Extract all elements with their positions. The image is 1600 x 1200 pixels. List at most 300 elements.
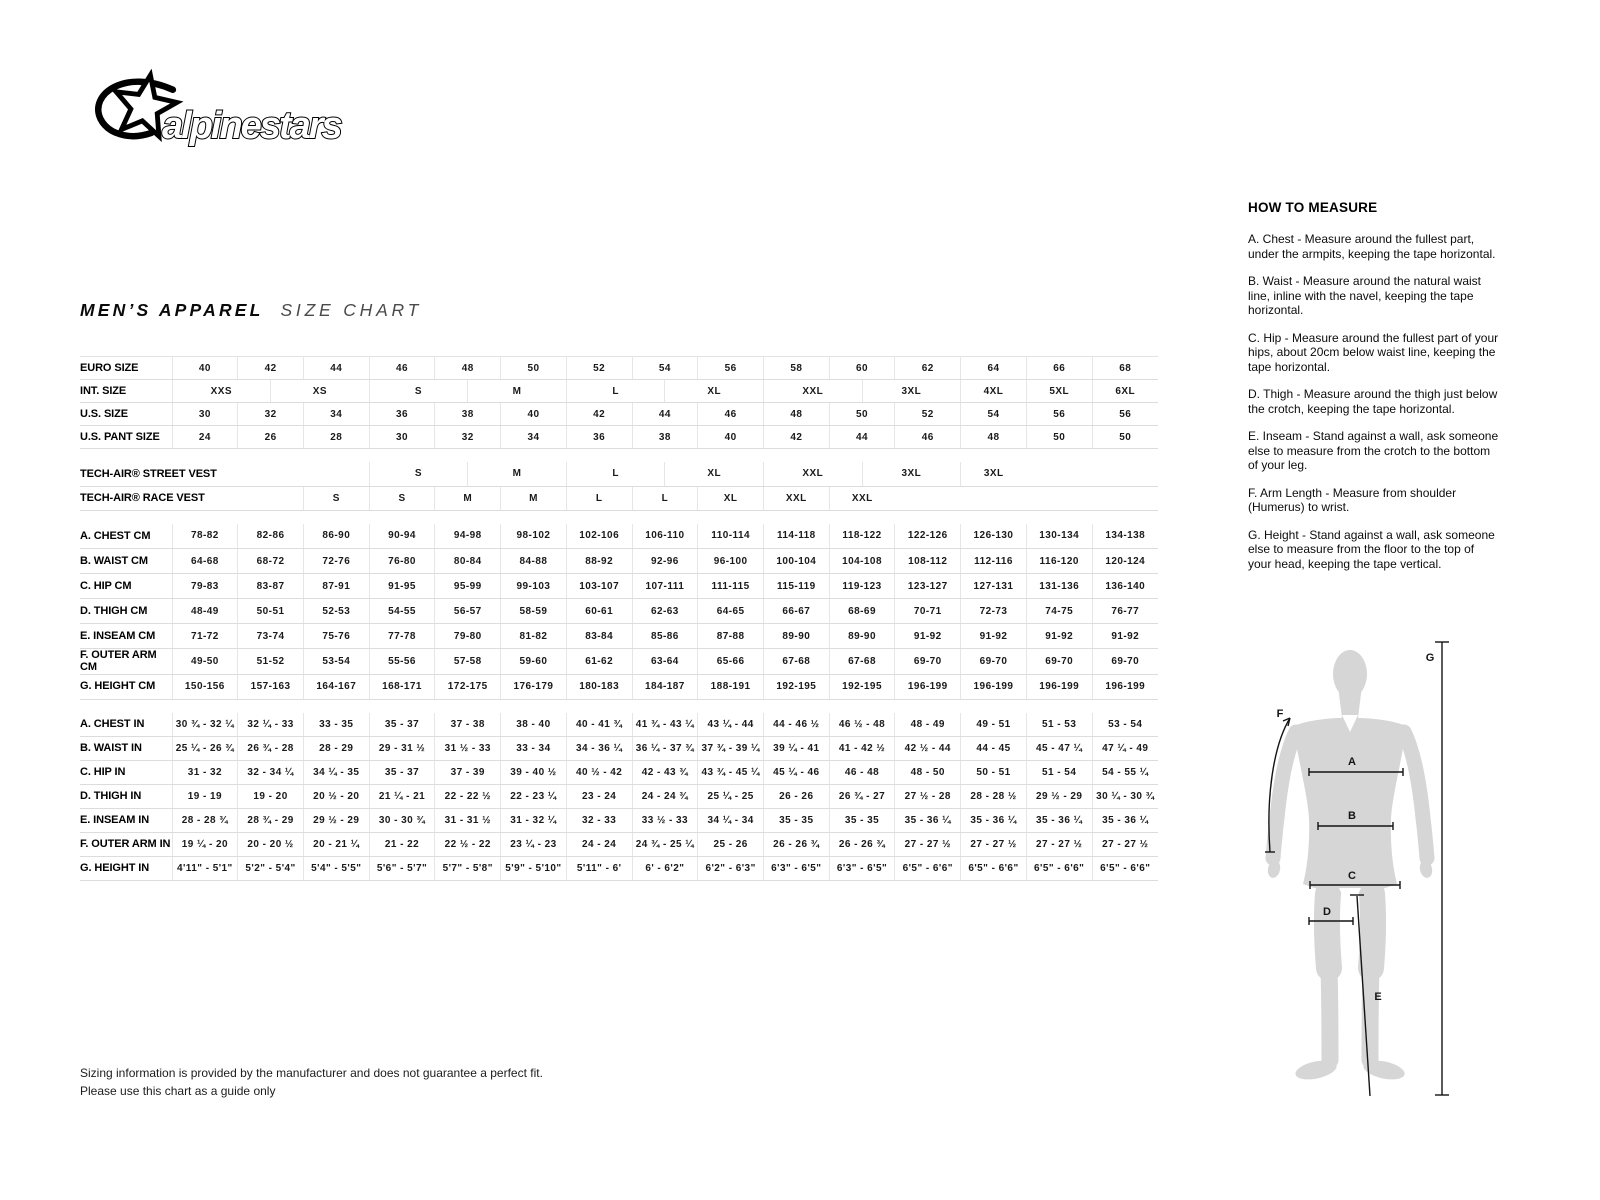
size-cell: 196-199 (1092, 674, 1158, 699)
size-cell: 23 ¼ - 23 (501, 833, 567, 857)
size-cell: 44 (632, 403, 698, 426)
size-cell: 112-116 (961, 549, 1027, 574)
size-cell: 74-75 (1026, 599, 1092, 624)
size-cell: 89-90 (829, 624, 895, 649)
size-cell: 180-183 (566, 674, 632, 699)
size-cell: 58 (763, 357, 829, 380)
size-cell: 58-59 (501, 599, 567, 624)
size-cell: 22 - 23 ¼ (501, 785, 567, 809)
size-cell: 110-114 (698, 524, 764, 549)
size-cell: 3XL (862, 462, 961, 486)
size-cell: 36 ¼ - 37 ¾ (632, 737, 698, 761)
size-cell: 40 - 41 ¾ (566, 713, 632, 737)
size-cell: 48-49 (172, 599, 238, 624)
size-cell: 34 ¼ - 34 (698, 809, 764, 833)
size-cell: 48 - 49 (895, 713, 961, 737)
size-cell: 103-107 (566, 574, 632, 599)
size-cell: 53-54 (303, 649, 369, 675)
disclaimer (80, 1064, 543, 1100)
figure-label-e: E (1374, 991, 1382, 1003)
size-cell: 196-199 (895, 674, 961, 699)
size-cell: 55-56 (369, 649, 435, 675)
size-cell: 44 (303, 357, 369, 380)
row-label: U.S. SIZE (80, 403, 172, 426)
size-cell: 21 ¼ - 21 (369, 785, 435, 809)
size-cell: 30 (172, 403, 238, 426)
size-cell: 87-91 (303, 574, 369, 599)
size-cell: 56 (698, 357, 764, 380)
size-cell: 50 (1026, 426, 1092, 449)
size-table (80, 356, 1158, 881)
size-cell: M (435, 486, 501, 510)
size-cell: 42 ½ - 44 (895, 737, 961, 761)
size-cell: 3XL (862, 380, 961, 403)
size-cell: 33 - 34 (501, 737, 567, 761)
size-cell: 54 (632, 357, 698, 380)
size-cell: 80-84 (435, 549, 501, 574)
size-cell: 91-92 (1026, 624, 1092, 649)
size-cell: 63-64 (632, 649, 698, 675)
size-cell: 65-66 (698, 649, 764, 675)
size-cell: 35 - 37 (369, 713, 435, 737)
logo-wordmark: alpinestars (162, 105, 341, 147)
size-cell: 120-124 (1092, 549, 1158, 574)
size-cell: 27 - 27 ½ (1026, 833, 1092, 857)
size-cell: 72-76 (303, 549, 369, 574)
disclaimer-line-1: Sizing information is provided by the manufacturer and does not guarantee a perfect fit. (80, 1066, 543, 1080)
how-to-measure (1248, 200, 1500, 584)
size-cell: 48 (435, 357, 501, 380)
size-cell: 26 - 26 ¾ (763, 833, 829, 857)
size-cell: 26 ¾ - 28 (238, 737, 304, 761)
size-cell: 56 (1026, 403, 1092, 426)
size-cell: 71-72 (172, 624, 238, 649)
height-measure-line (1435, 642, 1449, 1095)
size-cell: 39 - 40 ½ (501, 761, 567, 785)
size-cell: 27 - 27 ½ (1092, 833, 1158, 857)
size-cell: 98-102 (501, 524, 567, 549)
size-cell: 131-136 (1026, 574, 1092, 599)
size-cell: 50 (829, 403, 895, 426)
size-cell: 22 - 22 ½ (435, 785, 501, 809)
size-cell: 24 - 24 ¾ (632, 785, 698, 809)
size-cell: XL (698, 486, 764, 510)
size-cell: 85-86 (632, 624, 698, 649)
size-cell: 48 (763, 403, 829, 426)
size-cell: 6'5" - 6'6" (1092, 857, 1158, 881)
size-cell: 31 - 32 ¼ (501, 809, 567, 833)
size-cell: 89-90 (763, 624, 829, 649)
size-cell: 35 - 36 ¼ (1092, 809, 1158, 833)
size-cell: 35 - 36 ¼ (895, 809, 961, 833)
size-cell: 73-74 (238, 624, 304, 649)
row-label: C. HIP CM (80, 574, 172, 599)
size-cell: 64 (961, 357, 1027, 380)
size-cell: 29 ½ - 29 (1026, 785, 1092, 809)
size-cell: 192-195 (829, 674, 895, 699)
figure-label-d: D (1323, 906, 1331, 918)
size-cell: 59-60 (501, 649, 567, 675)
size-cell: 69-70 (1026, 649, 1092, 675)
size-cell: 49 - 51 (961, 713, 1027, 737)
size-cell: 32 - 34 ¼ (238, 761, 304, 785)
size-cell: 79-83 (172, 574, 238, 599)
size-cell: 87-88 (698, 624, 764, 649)
size-cell: 6'5" - 6'6" (961, 857, 1027, 881)
size-cell: 40 (501, 403, 567, 426)
size-cell: 50 (501, 357, 567, 380)
size-cell: 37 - 38 (435, 713, 501, 737)
size-cell: 100-104 (763, 549, 829, 574)
size-cell: 24 ¾ - 25 ¼ (632, 833, 698, 857)
size-cell: 45 ¼ - 46 (763, 761, 829, 785)
size-cell: 46 ½ - 48 (829, 713, 895, 737)
size-cell: 176-179 (501, 674, 567, 699)
size-cell: 69-70 (895, 649, 961, 675)
size-cell: 24 (172, 426, 238, 449)
size-cell: 90-94 (369, 524, 435, 549)
size-cell: XXL (763, 380, 862, 403)
size-cell: XXL (829, 486, 895, 510)
size-cell: 35 - 37 (369, 761, 435, 785)
row-label: B. WAIST CM (80, 549, 172, 574)
size-cell: 157-163 (238, 674, 304, 699)
size-cell: 164-167 (303, 674, 369, 699)
size-cell: 91-95 (369, 574, 435, 599)
size-cell: 32 - 33 (566, 809, 632, 833)
size-cell: 32 ¼ - 33 (238, 713, 304, 737)
size-cell: 6'5" - 6'6" (1026, 857, 1092, 881)
size-cell: S (303, 486, 369, 510)
size-cell: 52-53 (303, 599, 369, 624)
size-cell: 48 (961, 426, 1027, 449)
measure-step-hip: C. Hip - Measure around the fullest part of your hips, about 20cm below waist line, keeping the tape horizontal. (1248, 330, 1499, 374)
size-cell: 22 ½ - 22 (435, 833, 501, 857)
size-cell: 79-80 (435, 624, 501, 649)
size-cell: 5'2" - 5'4" (238, 857, 304, 881)
size-cell: 77-78 (369, 624, 435, 649)
size-cell: 35 - 35 (763, 809, 829, 833)
size-cell: 48 - 50 (895, 761, 961, 785)
size-cell: 38 (632, 426, 698, 449)
figure-label-g: G (1425, 652, 1435, 664)
size-cell: 19 - 20 (238, 785, 304, 809)
size-cell: 40 (172, 357, 238, 380)
size-cell: 34 (501, 426, 567, 449)
size-cell: 127-131 (961, 574, 1027, 599)
size-cell: 108-112 (895, 549, 961, 574)
size-cell: XXS (172, 380, 271, 403)
size-cell: L (632, 486, 698, 510)
size-cell: 81-82 (501, 624, 567, 649)
size-cell: 43 ¼ - 44 (698, 713, 764, 737)
size-cell: 111-115 (698, 574, 764, 599)
row-label: F. OUTER ARM CM (80, 649, 172, 675)
size-cell: 49-50 (172, 649, 238, 675)
row-label: C. HIP IN (80, 761, 172, 785)
row-label: G. HEIGHT CM (80, 674, 172, 699)
size-cell: 118-122 (829, 524, 895, 549)
size-cell: 28 - 28 ¾ (172, 809, 238, 833)
size-cell: 76-80 (369, 549, 435, 574)
size-cell: 47 ¼ - 49 (1092, 737, 1158, 761)
size-cell: 40 ½ - 42 (566, 761, 632, 785)
size-cell: 82-86 (238, 524, 304, 549)
size-cell: 46 - 48 (829, 761, 895, 785)
size-cell: L (566, 486, 632, 510)
size-cell: 172-175 (435, 674, 501, 699)
size-cell: 31 ½ - 33 (435, 737, 501, 761)
size-cell: 69-70 (1092, 649, 1158, 675)
figure-label-b: B (1348, 810, 1356, 822)
measure-step-inseam: E. Inseam - Stand against a wall, ask someone else to measure from the crotch to the bottom of your leg. (1248, 429, 1499, 472)
size-cell: 91-92 (895, 624, 961, 649)
size-cell: 6'2" - 6'3" (698, 857, 764, 881)
size-cell: 62 (895, 357, 961, 380)
size-cell: 30 - 30 ¾ (369, 809, 435, 833)
size-cell: 42 (238, 357, 304, 380)
size-cell: 32 (238, 403, 304, 426)
title-primary: MEN’S APPAREL (80, 300, 264, 320)
row-label: TECH-AIR® STREET VEST (80, 462, 172, 486)
size-cell: 38 (435, 403, 501, 426)
size-cell: 104-108 (829, 549, 895, 574)
measure-step-arm: F. Arm Length - Measure from shoulder (Humerus) to wrist. (1248, 485, 1457, 514)
size-cell: 20 ½ - 20 (303, 785, 369, 809)
size-cell: 37 ¾ - 39 ¼ (698, 737, 764, 761)
table-spacer (80, 699, 1158, 713)
size-cell: 37 - 39 (435, 761, 501, 785)
size-cell: 116-120 (1026, 549, 1092, 574)
size-cell: 192-195 (763, 674, 829, 699)
row-label: D. THIGH CM (80, 599, 172, 624)
size-cell: 91-92 (961, 624, 1027, 649)
size-cell: 50 - 51 (961, 761, 1027, 785)
size-cell: 69-70 (961, 649, 1027, 675)
size-cell: 196-199 (1026, 674, 1092, 699)
size-cell: 20 - 21 ¼ (303, 833, 369, 857)
size-cell: 86-90 (303, 524, 369, 549)
size-cell: 32 (435, 426, 501, 449)
size-cell: 34 ¼ - 35 (303, 761, 369, 785)
row-label: E. INSEAM IN (80, 809, 172, 833)
size-cell: 60 (829, 357, 895, 380)
measure-step-thigh: D. Thigh - Measure around the thigh just below the crotch, keeping the tape horizontal. (1248, 387, 1498, 416)
size-cell: 102-106 (566, 524, 632, 549)
size-cell: 61-62 (566, 649, 632, 675)
size-cell: 26 - 26 ¾ (829, 833, 895, 857)
size-cell: 41 ¾ - 43 ¼ (632, 713, 698, 737)
size-cell: M (468, 380, 567, 403)
size-cell: 54-55 (369, 599, 435, 624)
size-cell: XXL (763, 462, 862, 486)
row-label: U.S. PANT SIZE (80, 426, 172, 449)
size-cell: S (369, 380, 468, 403)
size-cell: M (501, 486, 567, 510)
row-label: D. THIGH IN (80, 785, 172, 809)
size-cell: 42 (763, 426, 829, 449)
size-cell: 19 - 19 (172, 785, 238, 809)
size-cell: XS (271, 380, 370, 403)
size-cell: 26 ¾ - 27 (829, 785, 895, 809)
body-silhouette (1266, 650, 1433, 1083)
size-cell: 67-68 (763, 649, 829, 675)
disclaimer-line-2: Please use this chart as a guide only (80, 1084, 276, 1098)
row-label: A. CHEST IN (80, 713, 172, 737)
size-cell: 66-67 (763, 599, 829, 624)
size-cell: 45 - 47 ¼ (1026, 737, 1092, 761)
size-cell: L (566, 462, 665, 486)
size-cell: 51-52 (238, 649, 304, 675)
size-cell: 56-57 (435, 599, 501, 624)
size-cell: 51 - 54 (1026, 761, 1092, 785)
row-label: F. OUTER ARM IN (80, 833, 172, 857)
size-cell: 122-126 (895, 524, 961, 549)
size-cell: 115-119 (763, 574, 829, 599)
size-cell: 44 - 45 (961, 737, 1027, 761)
size-cell: 68 (1092, 357, 1158, 380)
size-cell: 29 ½ - 29 (303, 809, 369, 833)
size-cell: 46 (895, 426, 961, 449)
size-cell: 126-130 (961, 524, 1027, 549)
measure-step-height: G. Height - Stand against a wall, ask someone else to measure from the floor to the top of your head, keeping the tape vertical. (1248, 527, 1495, 571)
size-cell: 188-191 (698, 674, 764, 699)
size-cell: 19 ¼ - 20 (172, 833, 238, 857)
size-cell: 6'5" - 6'6" (895, 857, 961, 881)
size-cell: 5'6" - 5'7" (369, 857, 435, 881)
size-table-body (80, 357, 1158, 881)
size-cell: 51 - 53 (1026, 713, 1092, 737)
size-cell: 54 (961, 403, 1027, 426)
size-cell: 60-61 (566, 599, 632, 624)
size-cell: 44 (829, 426, 895, 449)
size-cell: 40 (698, 426, 764, 449)
size-cell: 25 ¼ - 26 ¾ (172, 737, 238, 761)
row-label: E. INSEAM CM (80, 624, 172, 649)
size-cell: 35 - 35 (829, 809, 895, 833)
size-cell: 66 (1026, 357, 1092, 380)
size-cell: 30 ¾ - 32 ¼ (172, 713, 238, 737)
size-cell: 106-110 (632, 524, 698, 549)
size-cell: 76-77 (1092, 599, 1158, 624)
size-cell: 5'4" - 5'5" (303, 857, 369, 881)
measure-step-waist: B. Waist - Measure around the natural waist line, inline with the navel, keeping the tape horizontal. (1248, 274, 1481, 317)
size-cell: 27 - 27 ½ (895, 833, 961, 857)
size-cell: 6'3" - 6'5" (829, 857, 895, 881)
size-cell: 114-118 (763, 524, 829, 549)
size-cell: 42 (566, 403, 632, 426)
size-cell: XL (665, 462, 764, 486)
size-cell: 5XL (1026, 380, 1092, 403)
size-cell: 44 - 46 ½ (763, 713, 829, 737)
figure-label-f: F (1276, 708, 1284, 720)
size-cell: 53 - 54 (1092, 713, 1158, 737)
size-cell: 78-82 (172, 524, 238, 549)
size-cell: XXL (763, 486, 829, 510)
size-cell: 33 ½ - 33 (632, 809, 698, 833)
size-cell: 30 (369, 426, 435, 449)
size-cell: 6'3" - 6'5" (763, 857, 829, 881)
size-cell: S (369, 462, 468, 486)
size-cell: 21 - 22 (369, 833, 435, 857)
size-cell: 123-127 (895, 574, 961, 599)
size-cell: 5'11" - 6' (566, 857, 632, 881)
size-cell: 42 - 43 ¾ (632, 761, 698, 785)
size-cell: 34 (303, 403, 369, 426)
size-cell: 184-187 (632, 674, 698, 699)
size-cell: 46 (369, 357, 435, 380)
size-cell: 96-100 (698, 549, 764, 574)
size-cell: 31 - 31 ½ (435, 809, 501, 833)
size-cell: 5'9" - 5'10" (501, 857, 567, 881)
size-cell: 23 - 24 (566, 785, 632, 809)
empty-cell (895, 486, 1158, 510)
size-cell: 29 - 31 ½ (369, 737, 435, 761)
size-cell: 41 - 42 ½ (829, 737, 895, 761)
size-cell: 27 ½ - 28 (895, 785, 961, 809)
size-cell: 56 (1092, 403, 1158, 426)
size-cell: 92-96 (632, 549, 698, 574)
size-cell: 57-58 (435, 649, 501, 675)
size-cell: 4'11" - 5'1" (172, 857, 238, 881)
page-title (80, 300, 422, 321)
size-cell: 119-123 (829, 574, 895, 599)
row-label: A. CHEST CM (80, 524, 172, 549)
size-cell: 68-69 (829, 599, 895, 624)
body-measurement-diagram (1230, 618, 1560, 1100)
measure-heading: HOW TO MEASURE (1248, 200, 1378, 215)
row-label: TECH-AIR® RACE VEST (80, 486, 172, 510)
size-cell: 95-99 (435, 574, 501, 599)
size-cell: 35 - 36 ¼ (961, 809, 1027, 833)
size-cell: 91-92 (1092, 624, 1158, 649)
size-cell: 64-68 (172, 549, 238, 574)
size-cell: M (468, 462, 567, 486)
size-cell: 62-63 (632, 599, 698, 624)
size-cell: 46 (698, 403, 764, 426)
table-spacer (80, 510, 1158, 524)
figure-label-c: C (1348, 870, 1356, 882)
size-cell: 25 - 26 (698, 833, 764, 857)
size-cell: 35 - 36 ¼ (1026, 809, 1092, 833)
size-cell: 50 (1092, 426, 1158, 449)
size-cell: 67-68 (829, 649, 895, 675)
size-cell: 130-134 (1026, 524, 1092, 549)
size-cell: 43 ¾ - 45 ¼ (698, 761, 764, 785)
table-spacer (80, 449, 1158, 463)
size-cell: 30 ¼ - 30 ¾ (1092, 785, 1158, 809)
size-cell: 52 (895, 403, 961, 426)
size-cell: 83-84 (566, 624, 632, 649)
size-cell: 27 - 27 ½ (961, 833, 1027, 857)
size-cell: 24 - 24 (566, 833, 632, 857)
size-cell: 20 - 20 ½ (238, 833, 304, 857)
size-cell: 196-199 (961, 674, 1027, 699)
size-cell: 72-73 (961, 599, 1027, 624)
size-cell: 136-140 (1092, 574, 1158, 599)
size-cell: 28 ¾ - 29 (238, 809, 304, 833)
row-label: B. WAIST IN (80, 737, 172, 761)
size-cell: 168-171 (369, 674, 435, 699)
size-cell: 36 (566, 426, 632, 449)
size-cell: L (566, 380, 665, 403)
title-secondary: SIZE CHART (280, 300, 423, 320)
size-cell: 134-138 (1092, 524, 1158, 549)
size-cell: 68-72 (238, 549, 304, 574)
size-cell: 33 - 35 (303, 713, 369, 737)
size-cell: 50-51 (238, 599, 304, 624)
size-cell: 64-65 (698, 599, 764, 624)
